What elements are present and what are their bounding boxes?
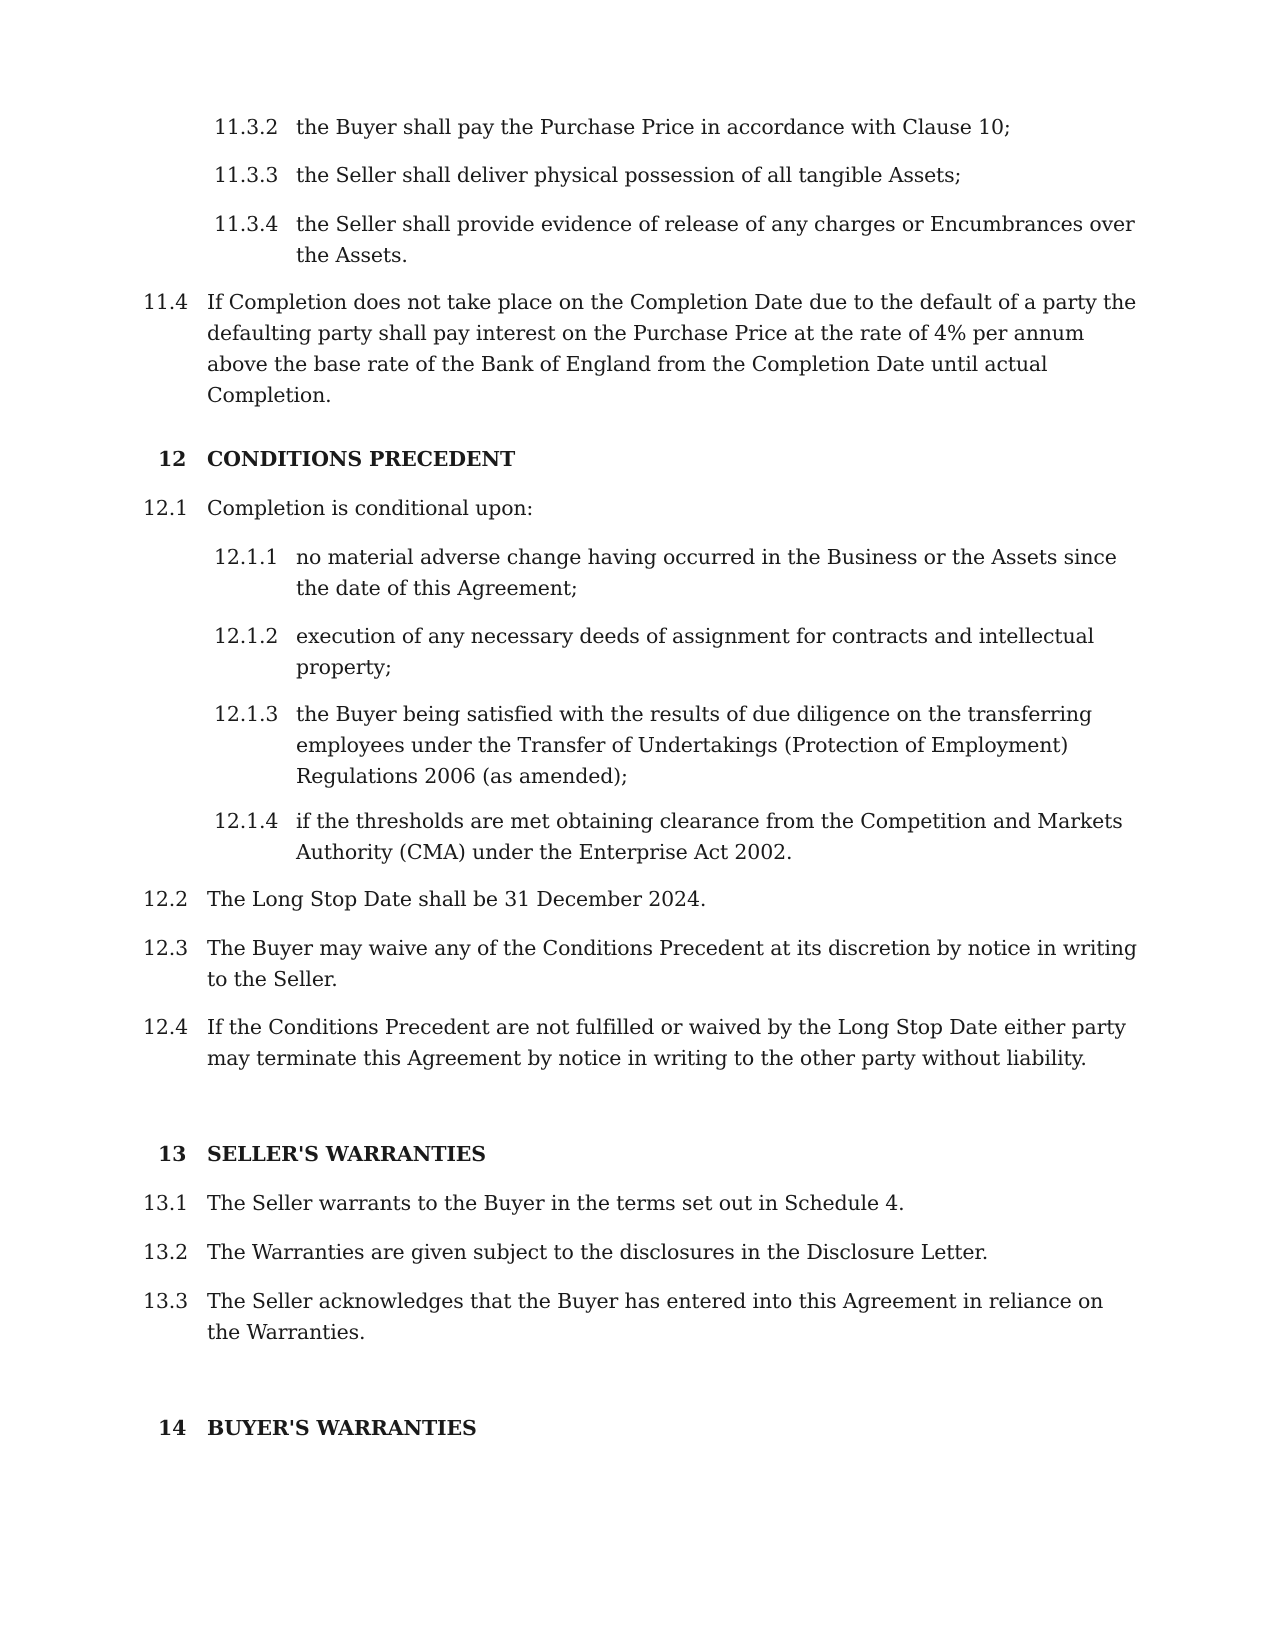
clause-number: 12.1.1 bbox=[214, 545, 279, 569]
clause-text: the Seller shall deliver physical possession of all tangible Assets; bbox=[296, 163, 962, 187]
section-number: 14 bbox=[158, 1416, 187, 1440]
section-number: 13 bbox=[158, 1142, 187, 1166]
section-number: 12 bbox=[158, 447, 187, 471]
clause-number: 12.1.3 bbox=[214, 702, 279, 726]
clause-text: The Seller acknowledges that the Buyer has entered into this Agreement in reliance on the Warranties. bbox=[207, 1289, 1104, 1344]
clause-number: 11.3.4 bbox=[214, 212, 279, 236]
section-title: SELLER'S WARRANTIES bbox=[207, 1142, 486, 1166]
clause-number: 13.2 bbox=[143, 1240, 189, 1264]
clause-number: 11.4 bbox=[143, 290, 189, 314]
clause-text: The Seller warrants to the Buyer in the terms set out in Schedule 4. bbox=[207, 1191, 905, 1215]
clause-number: 11.3.3 bbox=[214, 163, 279, 187]
clause-number: 13.3 bbox=[143, 1289, 189, 1313]
clause-number: 12.4 bbox=[143, 1015, 189, 1039]
clause-number: 12.2 bbox=[143, 887, 189, 911]
clause-number: 12.1.4 bbox=[214, 809, 279, 833]
clause-number: 12.3 bbox=[143, 936, 189, 960]
section-title: CONDITIONS PRECEDENT bbox=[207, 447, 516, 471]
clause-text: no material adverse change having occurred in the Business or the Assets since the date of this Agreement; bbox=[296, 545, 1117, 600]
clause-text: Completion is conditional upon: bbox=[207, 496, 534, 520]
section-title: BUYER'S WARRANTIES bbox=[207, 1416, 477, 1440]
clause-text: if the thresholds are met obtaining clearance from the Competition and Markets Authority (CMA) under the Enterprise Act 2002. bbox=[296, 809, 1123, 864]
clause-number: 13.1 bbox=[143, 1191, 189, 1215]
clause-text: The Long Stop Date shall be 31 December 2024. bbox=[207, 887, 707, 911]
clause-text: If Completion does not take place on the Completion Date due to the default of a party the defaulting party shall pay interest on the Purchase Price at the rate of 4% per annum above the base rate of the Bank of England from the Completion Date until actual Completion. bbox=[207, 290, 1137, 407]
clause-text: If the Conditions Precedent are not fulfilled or waived by the Long Stop Date either party may terminate this Agreement by notice in writing to the other party without liability. bbox=[207, 1015, 1126, 1070]
clause-text: the Buyer shall pay the Purchase Price in accordance with Clause 10; bbox=[296, 115, 1011, 139]
clause-number: 11.3.2 bbox=[214, 115, 279, 139]
clause-number: 12.1 bbox=[143, 496, 189, 520]
clause-text: the Buyer being satisfied with the results of due diligence on the transferring employees under the Transfer of Undertakings (Protection of Employment) Regulations 2006 (as amended); bbox=[296, 702, 1092, 788]
clause-text: execution of any necessary deeds of assignment for contracts and intellectual property; bbox=[296, 624, 1094, 679]
clause-text: The Warranties are given subject to the disclosures in the Disclosure Letter. bbox=[207, 1240, 989, 1264]
clause-text: The Buyer may waive any of the Conditions Precedent at its discretion by notice in writing to the Seller. bbox=[207, 936, 1137, 991]
clause-number: 12.1.2 bbox=[214, 624, 279, 648]
clause-text: the Seller shall provide evidence of release of any charges or Encumbrances over the Assets. bbox=[296, 212, 1135, 267]
